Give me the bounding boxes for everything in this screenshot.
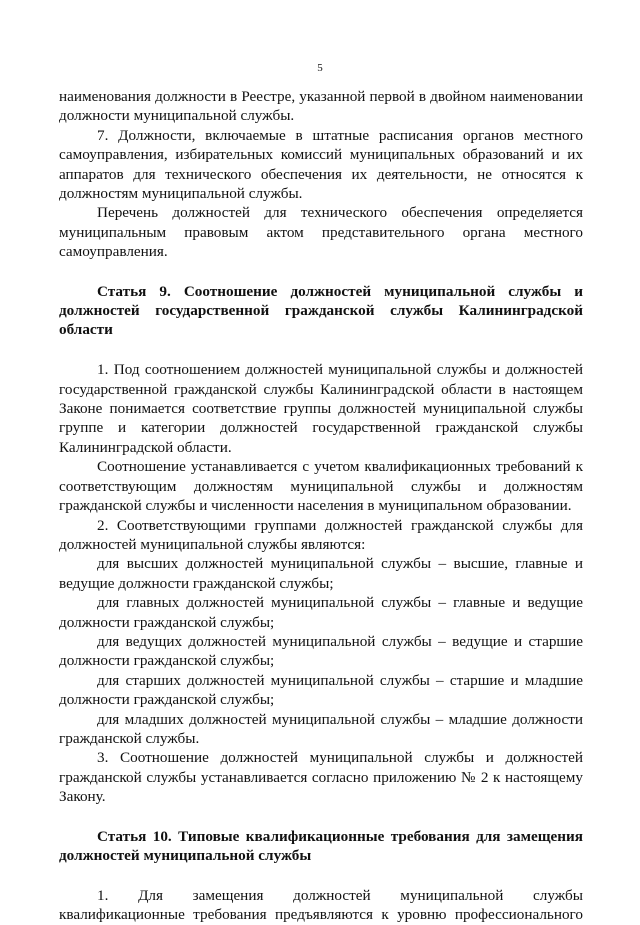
paragraph-continuation: наименования должности в Реестре, указанной первой в двойном наименовании должности муниципальной службы. — [59, 88, 583, 125]
list-item-leading-positions: для ведущих должностей муниципальной службы – ведущие и старшие должности гражданской службы; — [59, 632, 583, 670]
article-9-heading: Статья 9. Соотношение должностей муниципальной службы и должностей государственной гражданской службы Калининградской области — [59, 282, 583, 339]
article-9-correlation-basis: Соотношение устанавливается с учетом квалификационных требований к соответствующим должностям муниципальной службы и должностям гражданской службы и численности населения в муниципальном образовании. — [59, 458, 583, 515]
document-body — [59, 87, 583, 925]
paragraph-item-7: 7. Должности, включаемые в штатные расписания органов местного самоуправления, избирательных комиссий муниципальных образований и их аппаратов для технического обеспечения их деятельности, не относятся к должностям муниципальной службы. — [59, 126, 583, 203]
list-item-highest-positions: для высших должностей муниципальной службы – высшие, главные и ведущие должности гражданской службы; — [59, 555, 583, 592]
paragraph-technical-positions-list: Перечень должностей для технического обеспечения определяется муниципальным правовым актом представительного органа местного самоуправления. — [59, 204, 583, 261]
list-item-main-positions: для главных должностей муниципальной службы – главные и ведущие должности гражданской службы; — [59, 594, 583, 631]
page-number: 5 — [317, 62, 323, 74]
article-10-item-1: 1. Для замещения должностей муниципальной службы квалификационные требования предъявляются к уровню профессионального — [59, 887, 583, 924]
list-item-junior-positions: для младших должностей муниципальной службы – младшие должности гражданской службы. — [59, 710, 583, 747]
article-9-item-2: 2. Соответствующими группами должностей гражданской службы для должностей муниципальной службы являются: — [59, 516, 583, 553]
list-item-senior-positions: для старших должностей муниципальной службы – старшие и младшие должности гражданской службы; — [59, 671, 583, 709]
article-9-item-3: 3. Соотношение должностей муниципальной службы и должностей гражданской службы устанавливается согласно приложению № 2 к настоящему Закону. — [59, 749, 583, 806]
article-9-item-1: 1. Под соотношением должностей муниципальной службы и должностей государственной гражданской службы Калининградской области в настоящем Законе понимается соответствие группы должностей муниципальной службы группе и категории должностей государственной гражданской службы Калининградской области. — [59, 361, 583, 456]
article-10-heading: Статья 10. Типовые квалификационные требования для замещения должностей муниципальной службы — [59, 827, 583, 864]
